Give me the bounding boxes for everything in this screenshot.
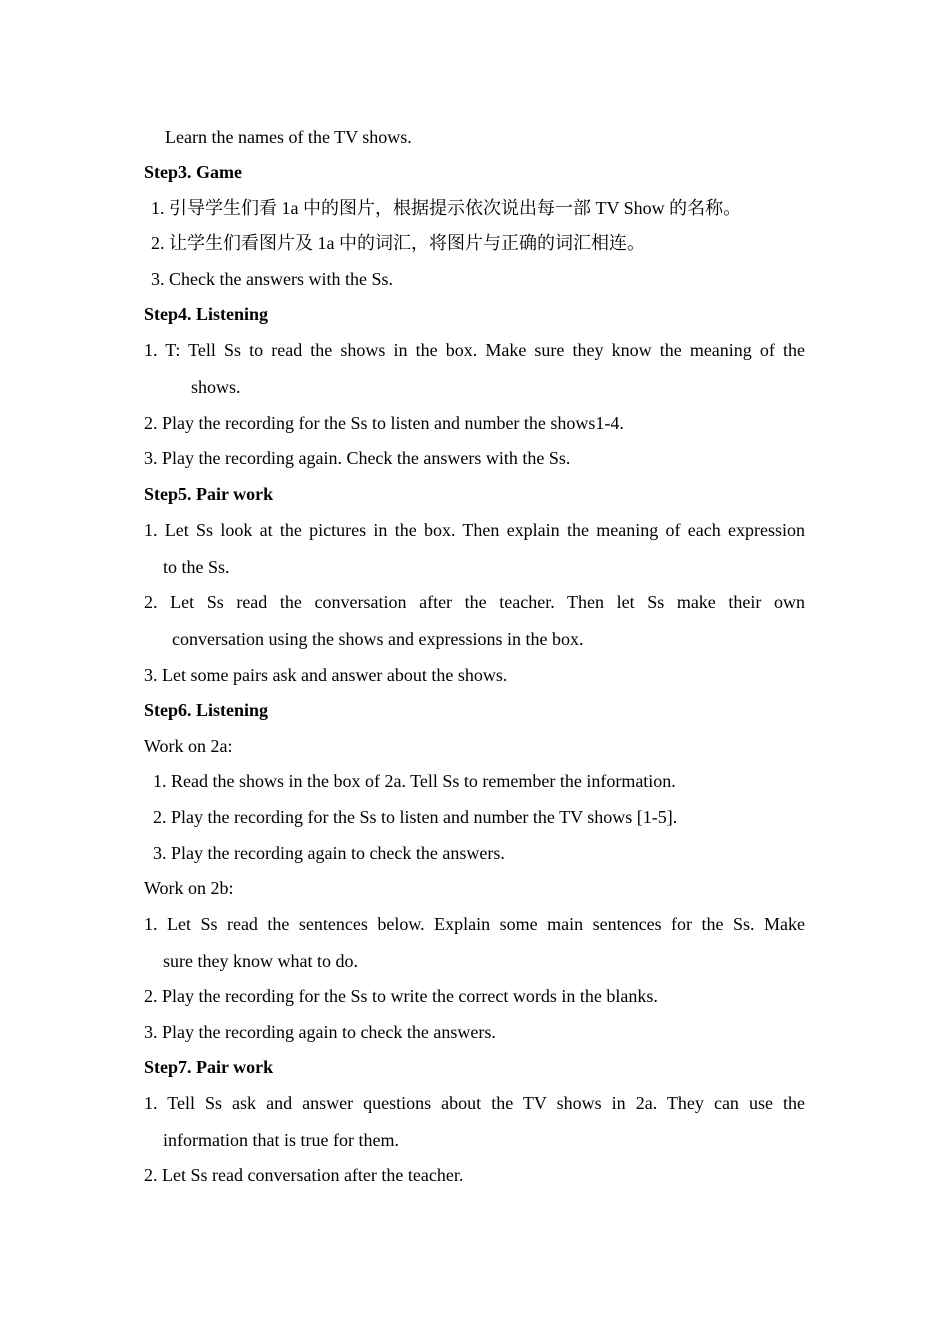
- work-2b-item-1-line-2: sure they know what to do.: [163, 951, 358, 971]
- work-2b-item-3: 3. Play the recording again to check the answers.: [144, 1022, 496, 1042]
- work-2b-item-1-line-1: 1. Let Ss read the sentences below. Explain some main sentences for the Ss. Make: [144, 914, 805, 934]
- step5-heading: Step5. Pair work: [144, 484, 274, 504]
- step5-item-1-line-1: 1. Let Ss look at the pictures in the box. Then explain the meaning of each expression: [144, 520, 805, 540]
- step5-item-3: 3. Let some pairs ask and answer about the shows.: [144, 665, 508, 685]
- step3-heading: Step3. Game: [144, 162, 242, 182]
- step5-item-2-line-2: conversation using the shows and expressions in the box.: [172, 629, 584, 649]
- step6-heading: Step6. Listening: [144, 700, 269, 720]
- intro-line: Learn the names of the TV shows.: [165, 127, 412, 147]
- step7-item-1-line-2: information that is true for them.: [163, 1130, 399, 1150]
- work-2a-item-1: 1. Read the shows in the box of 2a. Tell Ss to remember the information.: [153, 771, 676, 791]
- work-2a-label: Work on 2a:: [144, 736, 233, 756]
- step4-item-2: 2. Play the recording for the Ss to listen and number the shows1-4.: [144, 413, 624, 433]
- step4-item-3: 3. Play the recording again. Check the answers with the Ss.: [144, 448, 571, 468]
- step3-item-1: 1. 引导学生们看 1a 中的图片，根据提示依次说出每一部 TV Show 的名称。: [151, 198, 742, 218]
- step4-item-1-line-1: 1. T: Tell Ss to read the shows in the box. Make sure they know the meaning of the: [144, 340, 805, 360]
- work-2a-item-3: 3. Play the recording again to check the answers.: [153, 843, 505, 863]
- step7-item-2: 2. Let Ss read conversation after the teacher.: [144, 1165, 464, 1185]
- work-2a-item-2: 2. Play the recording for the Ss to listen and number the TV shows [1-5].: [153, 807, 678, 827]
- step5-item-2-line-1: 2. Let Ss read the conversation after the teacher. Then let Ss make their own: [144, 592, 805, 612]
- step3-item-3: 3. Check the answers with the Ss.: [151, 269, 393, 289]
- step7-heading: Step7. Pair work: [144, 1057, 274, 1077]
- work-2b-item-2: 2. Play the recording for the Ss to write the correct words in the blanks.: [144, 986, 658, 1006]
- step7-item-1-line-1: 1. Tell Ss ask and answer questions about the TV shows in 2a. They can use the: [144, 1093, 805, 1113]
- step5-item-1-line-2: to the Ss.: [163, 557, 230, 577]
- step3-item-2: 2. 让学生们看图片及 1a 中的词汇，将图片与正确的词汇相连。: [151, 233, 645, 253]
- step4-heading: Step4. Listening: [144, 304, 269, 324]
- work-2b-label: Work on 2b:: [144, 878, 234, 898]
- step4-item-1-line-2: shows.: [191, 377, 241, 397]
